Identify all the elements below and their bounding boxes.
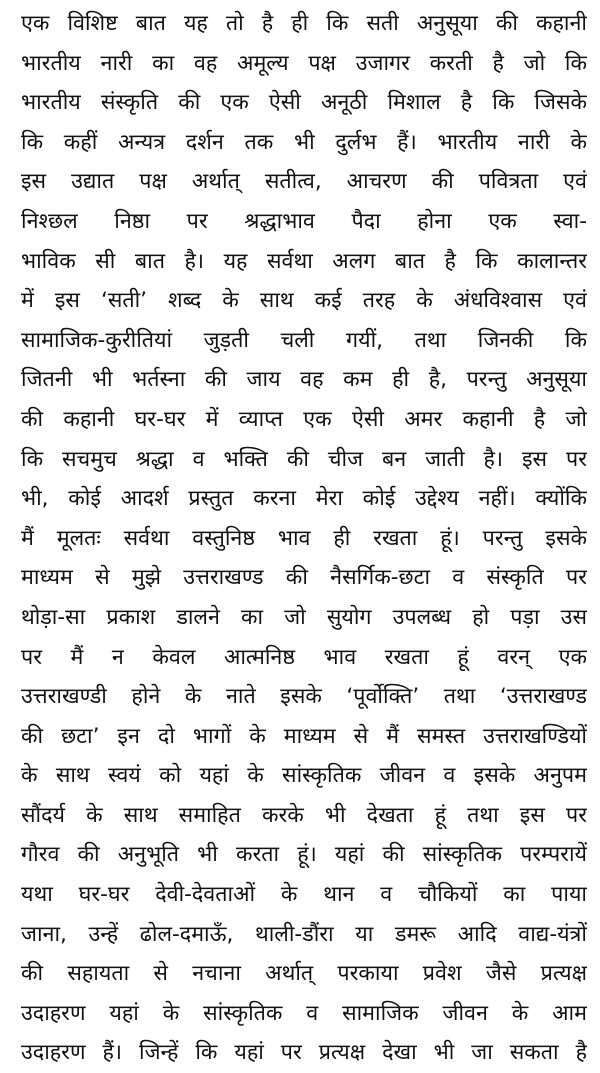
- text-line: भारतीय नारी का वह अमूल्य पक्ष उजागर करती है जो कि: [21, 50, 587, 76]
- text-line: एक विशिष्ट बात यह तो है ही कि सती अनुसूया की कहानी: [21, 11, 587, 36]
- text-line: जाना, उन्हें ढोल-दमाऊँ, थाली-डौंरा या डमरू आदि वाद्य-यंत्रों: [21, 921, 587, 947]
- text-line: कि कहीं अन्यत्र दर्शन तक भी दुर्लभ हैं। भारतीय नारी के: [21, 129, 587, 155]
- text-line: जितनी भी भर्तस्ना की जाय वह कम ही है, परन्तु अनुसूया: [21, 367, 587, 393]
- text-line: माध्यम से मुझे उत्तराखण्ड की नैसर्गिक-छटा व संस्कृति पर: [21, 565, 587, 591]
- text-line: भाविक सी बात है। यह सर्वथा अलग बात है कि कालान्तर: [21, 248, 587, 274]
- text-line: उदाहरण यहां के सांस्कृतिक व सामाजिक जीवन के आम: [21, 1000, 587, 1026]
- text-line: कि सचमुच श्रद्धा व भक्ति की चीज बन जाती है। इस पर: [21, 446, 587, 472]
- text-line: पर मैं न केवल आत्मनिष्ठ भाव रखता हूं वरन् एक: [21, 644, 587, 670]
- text-line: गौरव की अनुभूति भी करता हूं। यहां की सांस्कृतिक परम्परायें: [21, 842, 587, 868]
- text-line: इस उद्यात पक्ष अर्थात् सतीत्व, आचरण की पवित्रता एवं: [21, 169, 587, 195]
- text-line: थोड़ा-सा प्रकाश डालने का जो सुयोग उपलब्ध हो पड़ा उस: [21, 604, 587, 630]
- text-line: भी, कोई आदर्श प्रस्तुत करना मेरा कोई उद्देश्य नहीं। क्योंकि: [21, 486, 587, 512]
- text-line: उदाहरण हैं। जिन्हें कि यहां पर प्रत्यक्ष देखा भी जा सकता है: [21, 1040, 587, 1066]
- text-line: की सहायता से नचाना अर्थात् परकाया प्रवेश जैसे प्रत्यक्ष: [21, 961, 587, 987]
- text-line: मैं मूलतः सर्वथा वस्तुनिष्ठ भाव ही रखता हूं। परन्तु इसके: [21, 525, 587, 551]
- text-line: निश्छल निष्ठा पर श्रद्धाभाव पैदा होना एक स्वा-: [21, 208, 587, 234]
- text-line: सौंदर्य के साथ समाहित करके भी देखता हूं तथा इस पर: [21, 802, 587, 828]
- text-line: की छटा’ इन दो भागों के माध्यम से मैं समस्त उत्तराखण्डियों: [21, 723, 587, 749]
- text-line: उत्तराखण्डी होने के नाते इसके ‘पूर्वोक्ति’ तथा ‘उत्तराखण्ड: [21, 684, 587, 710]
- text-line: के साथ स्वयं को यहां के सांस्कृतिक जीवन व इसके अनुपम: [21, 763, 587, 789]
- text-line: सामाजिक-कुरीतियां जुड़ती चली गयीं, तथा जिनकी कि: [21, 327, 587, 353]
- body-paragraph: [21, 4, 587, 1073]
- text-line: भारतीय संस्कृति की एक ऐसी अनूठी मिशाल है कि जिसके: [21, 90, 587, 116]
- text-line: में इस ‘सती’ शब्द के साथ कई तरह के अंधविश्वास एवं: [21, 288, 587, 314]
- text-line: यथा घर-घर देवी-देवताओं के थान व चौकियों का पाया: [21, 882, 587, 908]
- text-line: की कहानी घर-घर में व्याप्त एक ऐसी अमर कहानी है जो: [21, 406, 587, 432]
